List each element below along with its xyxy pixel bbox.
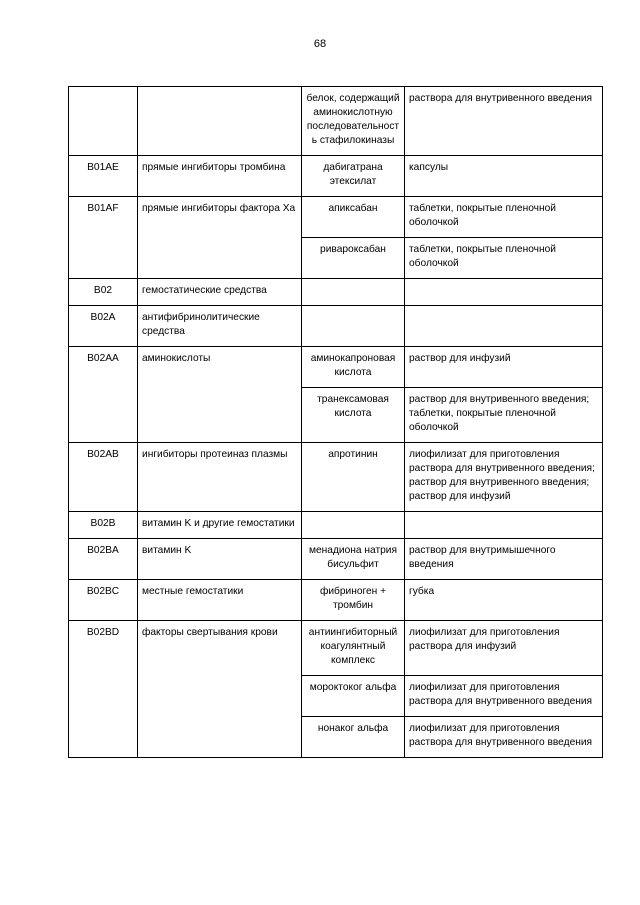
group-name-cell: местные гемостатики xyxy=(138,580,302,621)
atc-code-cell: B01AE xyxy=(69,156,138,197)
table-row xyxy=(69,512,603,539)
drug-name-cell xyxy=(302,279,405,306)
atc-code-cell: B02A xyxy=(69,306,138,347)
table-row xyxy=(69,87,603,156)
drug-name-cell: апротинин xyxy=(302,443,405,512)
group-name-cell xyxy=(138,87,302,156)
table-row xyxy=(69,621,603,676)
dosage-form-cell xyxy=(405,306,603,347)
atc-code-cell: B01AF xyxy=(69,197,138,279)
drug-name-cell: нонаког альфа xyxy=(302,717,405,758)
dosage-form-text: лиофилизат для приготовления раствора для внутривенного введения; xyxy=(409,449,595,474)
dosage-form-cell xyxy=(405,87,603,156)
dosage-form-cell xyxy=(405,539,603,580)
atc-code-cell: B02AA xyxy=(69,347,138,443)
dosage-form-text: таблетки, покрытые пленочной оболочкой xyxy=(409,203,556,228)
atc-code-cell: B02AB xyxy=(69,443,138,512)
atc-code-cell xyxy=(69,87,138,156)
dosage-form-cell xyxy=(405,238,603,279)
drug-name-cell: менадиона натрия бисульфит xyxy=(302,539,405,580)
drug-name-cell: транексамовая кислота xyxy=(302,388,405,443)
dosage-form-text: раствор для внутривенного введения; xyxy=(409,477,590,488)
dosage-form-cell xyxy=(405,512,603,539)
drug-name-cell xyxy=(302,512,405,539)
dosage-form-text: раствора для внутривенного введения xyxy=(409,93,593,104)
table-row xyxy=(69,279,603,306)
table-row xyxy=(69,156,603,197)
dosage-form-text: раствор для инфузий xyxy=(409,491,511,502)
table-row xyxy=(69,580,603,621)
dosage-form-cell xyxy=(405,580,603,621)
dosage-form-cell xyxy=(405,676,603,717)
dosage-form-text: раствор для внутривенного введения; таблетки, покрытые пленочной оболочкой xyxy=(409,394,590,433)
dosage-form-cell xyxy=(405,621,603,676)
dosage-form-cell xyxy=(405,388,603,443)
drug-name-cell: дабигатрана этексилат xyxy=(302,156,405,197)
table-row xyxy=(69,443,603,512)
dosage-form-text: раствор для внутримышечного введения xyxy=(409,545,556,570)
drug-name-cell: белок, содержащий аминокислотную последовательност ь стафилокиназы xyxy=(302,87,405,156)
atc-code-cell: B02BC xyxy=(69,580,138,621)
medication-table xyxy=(68,86,603,758)
page-number: 68 xyxy=(313,38,327,50)
group-name-cell: витамин K xyxy=(138,539,302,580)
dosage-form-text: капсулы xyxy=(409,162,449,173)
drug-name-cell: апиксабан xyxy=(302,197,405,238)
atc-code-cell: B02BD xyxy=(69,621,138,758)
drug-name-cell xyxy=(302,306,405,347)
atc-code-cell: B02BA xyxy=(69,539,138,580)
group-name-cell: ингибиторы протеиназ плазмы xyxy=(138,443,302,512)
drug-name-cell: фибриноген + тромбин xyxy=(302,580,405,621)
drug-name-cell: антиингибиторный коагулянтный комплекс xyxy=(302,621,405,676)
group-name-cell: прямые ингибиторы фактора Xa xyxy=(138,197,302,279)
table-row xyxy=(69,306,603,347)
dosage-form-cell xyxy=(405,279,603,306)
dosage-form-cell xyxy=(405,156,603,197)
dosage-form-text: лиофилизат для приготовления раствора для внутривенного введения xyxy=(409,723,593,748)
drug-name-cell: аминокапроновая кислота xyxy=(302,347,405,388)
group-name-cell: аминокислоты xyxy=(138,347,302,443)
group-name-cell: факторы свертывания крови xyxy=(138,621,302,758)
group-name-cell: гемостатические средства xyxy=(138,279,302,306)
table-row xyxy=(69,539,603,580)
table-row xyxy=(69,347,603,388)
dosage-form-text: таблетки, покрытые пленочной оболочкой xyxy=(409,244,556,269)
drug-name-cell: ривароксабан xyxy=(302,238,405,279)
dosage-form-cell xyxy=(405,197,603,238)
group-name-cell: витамин K и другие гемостатики xyxy=(138,512,302,539)
group-name-cell: антифибринолитические средства xyxy=(138,306,302,347)
atc-code-cell: B02 xyxy=(69,279,138,306)
atc-code-cell: B02B xyxy=(69,512,138,539)
dosage-form-cell xyxy=(405,717,603,758)
table-row xyxy=(69,197,603,238)
drug-name-cell: мороктоког альфа xyxy=(302,676,405,717)
dosage-form-text: лиофилизат для приготовления раствора для внутривенного введения xyxy=(409,682,593,707)
dosage-form-cell xyxy=(405,347,603,388)
dosage-form-text: раствор для инфузий xyxy=(409,353,511,364)
group-name-cell: прямые ингибиторы тромбина xyxy=(138,156,302,197)
dosage-form-text: лиофилизат для приготовления раствора для инфузий xyxy=(409,627,560,652)
dosage-form-text: губка xyxy=(409,586,435,597)
dosage-form-cell xyxy=(405,443,603,512)
